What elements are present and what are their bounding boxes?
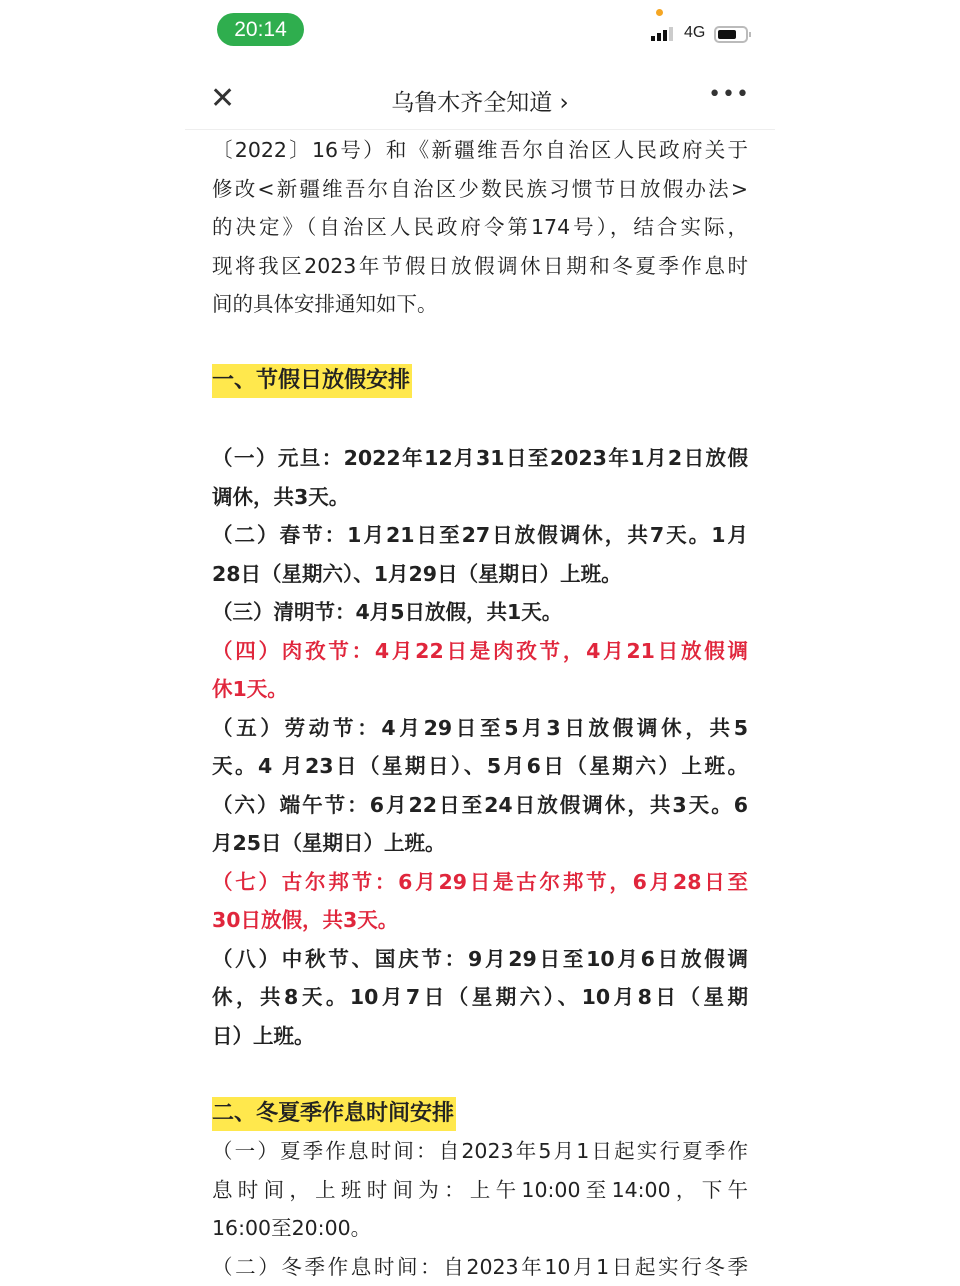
account-title-link[interactable]: 乌鲁木齐全知道 › xyxy=(185,84,775,117)
holiday-line: （八）中秋节、国庆节：9月29日至10月6日放假调 xyxy=(212,940,748,979)
network-type: 4G xyxy=(684,24,705,42)
work-hours-line: （一）夏季作息时间：自2023年5月1日起实行夏季作 xyxy=(212,1132,748,1171)
holiday-line: 休，共8天。10月7日（星期六）、10月8日（星期 xyxy=(212,978,748,1017)
holiday-line: 月25日（星期日）上班。 xyxy=(212,824,748,863)
holiday-line: （六）端午节：6月22日至24日放假调休，共3天。6 xyxy=(212,786,748,825)
work-hours-line: 息时间，上班时间为：上午10:00至14:00，下午 xyxy=(212,1171,748,1210)
work-hours-line: （二）冬季作息时间：自2023年10月1日起实行冬季 xyxy=(212,1248,748,1286)
privacy-indicator-dot xyxy=(656,9,663,16)
work-hours-list xyxy=(212,1132,748,1286)
holiday-line: （七）古尔邦节：6月29日是古尔邦节，6月28日至 xyxy=(212,863,748,902)
battery-icon xyxy=(714,26,748,43)
section-2-heading: 二、冬夏季作息时间安排 xyxy=(212,1094,748,1133)
holiday-line: （五）劳动节：4月29日至5月3日放假调休，共5 xyxy=(212,709,748,748)
close-icon[interactable]: ✕ xyxy=(210,84,235,114)
holiday-line: 30日放假，共3天。 xyxy=(212,901,748,940)
holiday-line: 休1天。 xyxy=(212,670,748,709)
intro-line: 现将我区2023年节假日放假调休日期和冬夏季作息时 xyxy=(212,247,748,286)
nav-bar xyxy=(185,70,775,130)
holiday-line: （二）春节：1月21日至27日放假调休，共7天。1月 xyxy=(212,516,748,555)
intro-line: 修改<新疆维吾尔自治区少数民族习惯节日放假办法> xyxy=(212,170,748,209)
section-1-heading: 一、节假日放假安排 xyxy=(212,361,748,400)
status-time: 20:14 xyxy=(217,13,304,46)
intro-paragraph xyxy=(212,131,748,324)
status-bar xyxy=(0,0,960,60)
work-hours-line: 16:00至20:00。 xyxy=(212,1209,748,1248)
intro-line: 间的具体安排通知如下。 xyxy=(212,285,748,324)
holiday-line: 调休，共3天。 xyxy=(212,478,748,517)
holiday-list xyxy=(212,439,748,1055)
holiday-line: 日）上班。 xyxy=(212,1017,748,1056)
holiday-line: （四）肉孜节：4月22日是肉孜节，4月21日放假调 xyxy=(212,632,748,671)
holiday-line: 天。4 月23日（星期日）、5月6日（星期六）上班。 xyxy=(212,747,748,786)
holiday-line: （一）元旦：2022年12月31日至2023年1月2日放假 xyxy=(212,439,748,478)
intro-line: 〔2022〕16号）和《新疆维吾尔自治区人民政府关于 xyxy=(212,131,748,170)
holiday-line: 28日（星期六）、1月29日（星期日）上班。 xyxy=(212,555,748,594)
holiday-line: （三）清明节：4月5日放假，共1天。 xyxy=(212,593,748,632)
intro-line: 的决定》（自治区人民政府令第174号），结合实际， xyxy=(212,208,748,247)
article-content xyxy=(212,131,748,1286)
more-options-icon[interactable]: ••• xyxy=(708,82,750,107)
signal-icon xyxy=(651,27,673,41)
